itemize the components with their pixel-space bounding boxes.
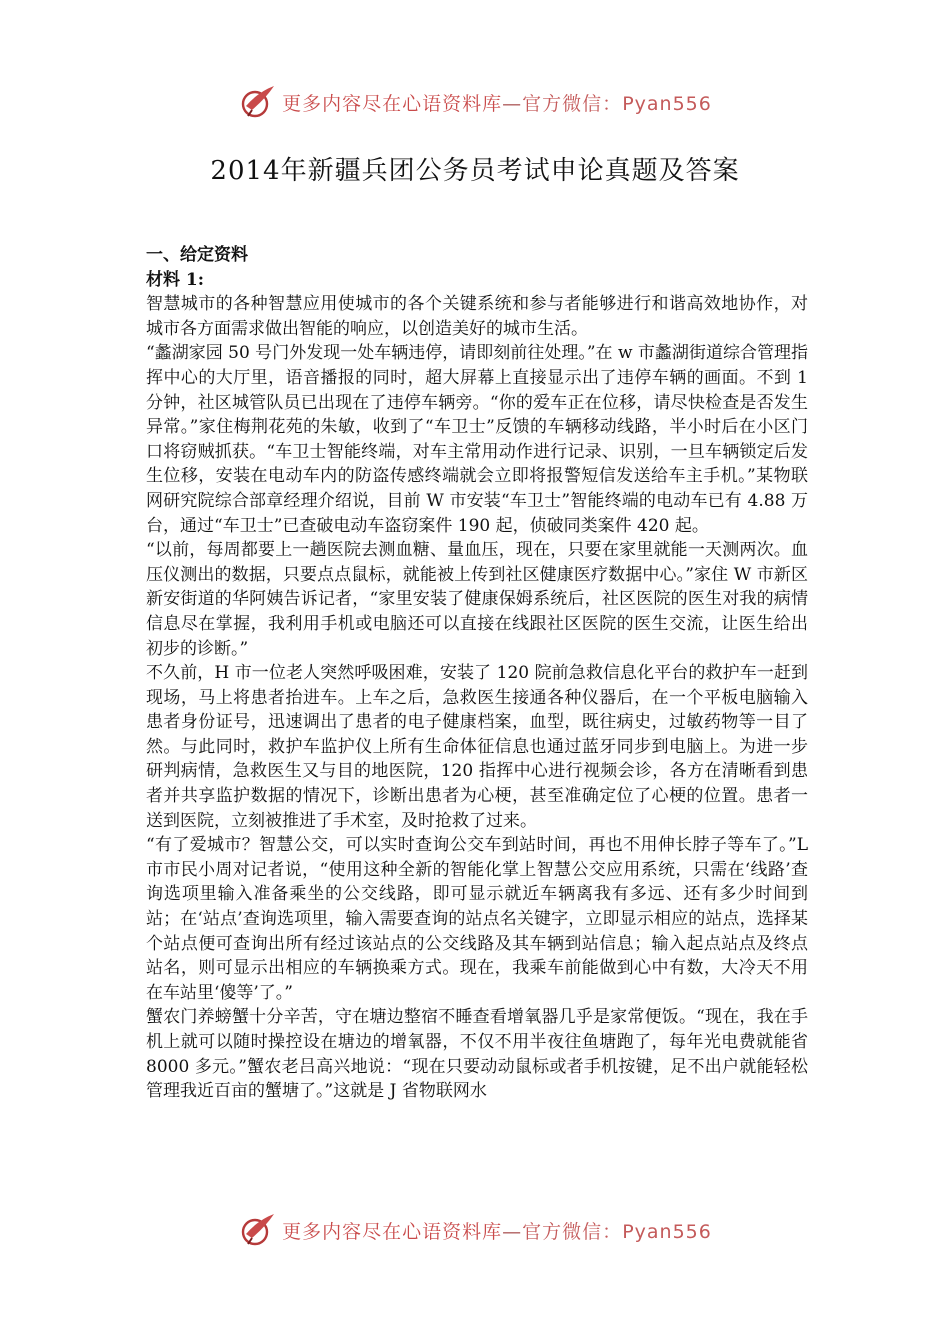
paragraph: “以前，每周都要上一趟医院去测血糖、量血压，现在，只要在家里就能一天测两次。血压仪测出的数据，只要点点鼠标，就能被上传到社区健康医疗数据中心。”家住 W 市新区新安街道的华阿姨告诉记者，“家里安装了健康保姆系统后，社区医院的医生对我的病情信息尽在掌握，我利用手机或电脑还可以直接在线跟社区医院的医生交流，让医生给出初步的诊断。” — [146, 540, 808, 659]
paragraph: 蟹农门养螃蟹十分辛苦，守在塘边整宿不睡查看增氧器几乎是家常便饭。“现在，我在手机上就可以随时操控设在塘边的增氧器，不仅不用半夜往鱼塘跑了，每年光电费就能省 8000 多元。”蟹农老吕高兴地说：“现在只要动动鼠标或者手机按键，足不出户就能轻松管理我近百亩的蟹塘了。”这就是 J 省物联网水 — [146, 1007, 808, 1102]
document-title: 2014年新疆兵团公务员考试申论真题及答案 — [210, 156, 740, 186]
footer-banner — [0, 1210, 950, 1250]
banner-wechat-id: Pyan556 — [622, 92, 712, 115]
material-label: 材料 1: — [146, 269, 205, 290]
banner-slogan: 更多内容尽在心语资料库 — [282, 92, 503, 115]
header-banner — [0, 82, 950, 122]
paragraph: “蠡湖家园 50 号门外发现一处车辆违停，请即刻前往处理。”在 w 市蠡湖街道综合管理指挥中心的大厅里，语音播报的同时，超大屏幕上直接显示出了违停车辆的画面。不到 1 分钟，社区城管队员已出现在了违停车辆旁。“你的爱车正在位移，请尽快检查是否发生异常。”家住梅荆花苑的朱敏，收到了“车卫士”反馈的车辆移动线路，半小时后在小区门口将窃贼抓获。“车卫士智能终端，对车主常用动作进行记录、识别，一旦车辆锁定后发生位移，安装在电动车内的防盗传感终端就会立即将报警短信发送给车主手机。”某物联网研究院综合部章经理介绍说，目前 W 市安装“车卫士”智能终端的电动车已有 4.88 万台，通过“车卫士”已查破电动车盗窃案件 190 起，侦破同类案件 420 起。 — [146, 343, 808, 536]
quill-logo-icon — [238, 1210, 278, 1250]
document-body — [146, 243, 808, 1104]
banner-slogan: 更多内容尽在心语资料库 — [282, 1220, 503, 1243]
quill-logo-icon — [238, 82, 278, 122]
paragraph: “有了爱城市？智慧公交，可以实时查询公交车到站时间，再也不用伸长脖子等车了。”L 市市民小周对记者说，“使用这种全新的智能化掌上智慧公交应用系统，只需在‘线路’查询选项里输入准备乘坐的公交线路，即可显示就近车辆离我有多远、还有多少时间到站；在‘站点’查询选项里，输入需要查询的站点名关键字，立即显示相应的站点，选择某个站点便可查询出所有经过该站点的公交线路及其车辆到站信息；输入起点站点及终点站名，则可显示出相应的车辆换乘方式。现在，我乘车前能做到心中有数，大冷天不用在车站里‘傻等’了。” — [146, 835, 808, 1003]
header-banner-inner — [238, 82, 712, 122]
banner-separator: — — [502, 92, 523, 115]
paragraph: 智慧城市的各种智慧应用使城市的各个关键系统和参与者能够进行和谐高效地协作，对城市各方面需求做出智能的响应，以创造美好的城市生活。 — [146, 294, 808, 339]
banner-wechat-label: 官方微信： — [522, 1220, 623, 1243]
footer-banner-inner — [238, 1210, 712, 1250]
footer-banner-text — [282, 1217, 712, 1244]
section-heading: 一、给定资料 — [146, 245, 248, 265]
paragraph: 不久前，H 市一位老人突然呼吸困难，安装了 120 院前急救信息化平台的救护车一赶到现场，马上将患者抬进车。上车之后，急救医生接通各种仪器后，在一个平板电脑输入患者身份证号，迅速调出了患者的电子健康档案，血型，既往病史，过敏药物等一目了然。与此同时，救护车监护仪上所有生命体征信息也通过蓝牙同步到电脑上。为进一步研判病情，急救医生又与目的地医院，120 指挥中心进行视频会诊，各方在清晰看到患者并共享监护数据的情况下，诊断出患者为心梗，甚至准确定位了心梗的位置。患者一送到医院，立刻被推进了手术室，及时抢救了过来。 — [146, 663, 808, 831]
header-banner-text — [282, 89, 712, 116]
banner-wechat-label: 官方微信： — [522, 92, 623, 115]
banner-wechat-id: Pyan556 — [622, 1220, 712, 1243]
banner-separator: — — [502, 1220, 523, 1243]
